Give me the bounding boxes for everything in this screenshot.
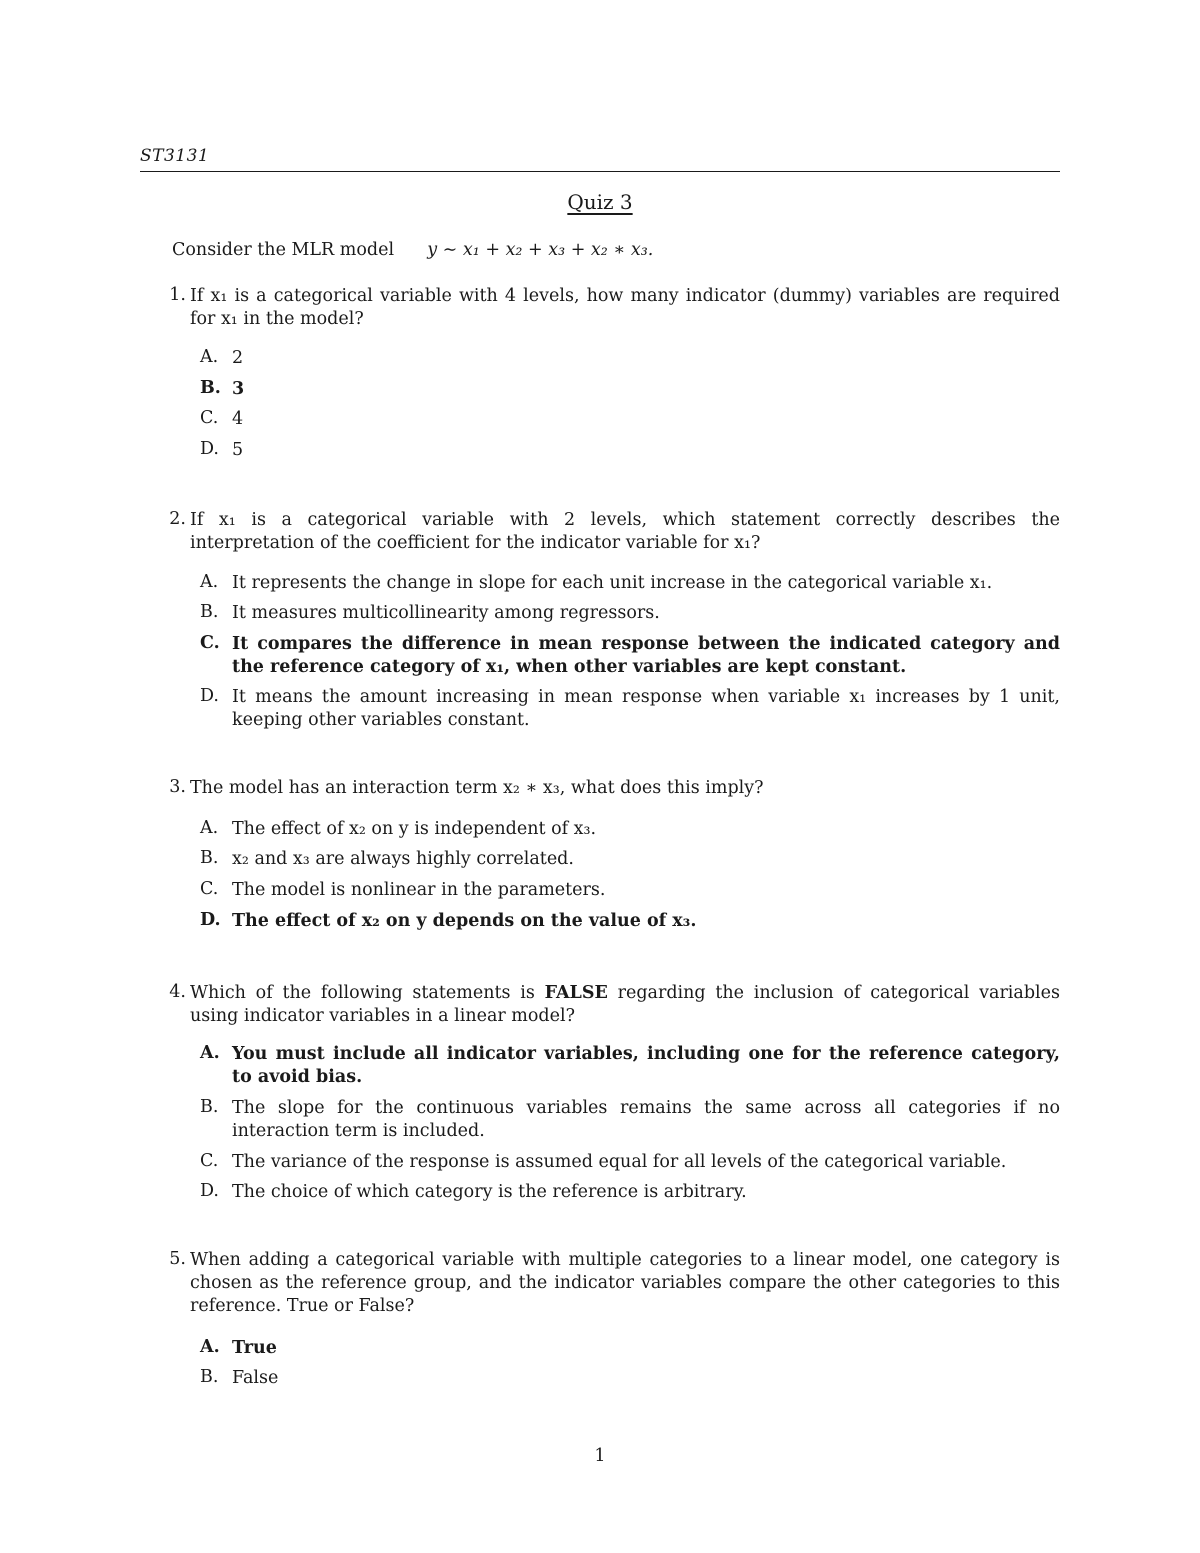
course-code: ST3131 [140,146,210,166]
q3-option-d: The effect of x₂ on y depends on the value of x₃. [232,911,697,931]
header-rule [140,171,1060,172]
q1-option-c: 4 [232,409,244,429]
question-4-text-before: Which of the following statements is [190,983,535,1003]
intro-text: Consider the MLR model [172,240,395,260]
q2-option-d-label: D. [200,686,219,706]
q5-option-a: True [232,1338,277,1358]
question-5-number: 5. [169,1249,186,1269]
q1-option-b-label: B. [200,378,221,398]
q3-option-c: The model is nonlinear in the parameters. [232,880,606,900]
q1-option-a: 2 [232,348,244,368]
q4-option-a: You must include all indicator variables, including one for the reference category, to avoid bias. [232,1044,1060,1087]
question-3-number: 3. [169,777,186,797]
q2-option-a: It represents the change in slope for each unit increase in the categorical variable x₁. [232,573,993,593]
question-4-text [190,982,1060,1028]
question-3-text: The model has an interaction term x₂ ∗ x₃, what does this imply? [190,778,764,798]
q2-option-b-label: B. [200,602,219,622]
q3-option-a-label: A. [200,818,219,838]
question-2-text: If x₁ is a categorical variable with 2 levels, which statement correctly describes the interpretation of the coefficient for the indicator variable for x₁? [190,510,1060,553]
q3-option-b-label: B. [200,848,219,868]
question-5-text: When adding a categorical variable with multiple categories to a linear model, one category is chosen as the reference group, and the indicator variables compare the other categories to this reference. True or False? [190,1250,1060,1316]
q1-option-a-label: A. [200,347,219,367]
q3-option-c-label: C. [200,879,219,899]
q5-option-a-label: A. [200,1337,220,1357]
q2-option-c-label: C. [200,633,220,653]
q4-option-b-label: B. [200,1097,219,1117]
quiz-title-text: Quiz 3 [567,190,633,214]
q3-option-d-label: D. [200,910,221,930]
question-2-number: 2. [169,509,186,529]
page-number: 1 [594,1446,606,1466]
q4-option-a-label: A. [200,1043,220,1063]
q3-option-a: The effect of x₂ on y is independent of x₃. [232,819,597,839]
question-4-emphasis: FALSE [544,983,608,1003]
q3-option-b: x₂ and x₃ are always highly correlated. [232,849,574,869]
q2-option-c: It compares the difference in mean response between the indicated category and the reference category of x₁, when other variables are kept constant. [232,634,1060,677]
q4-option-d-label: D. [200,1181,219,1201]
q2-option-d: It means the amount increasing in mean response when variable x₁ increases by 1 unit, keeping other variables constant. [232,687,1060,730]
q1-option-d: 5 [232,440,244,460]
q4-option-b: The slope for the continuous variables remains the same across all categories if no interaction term is included. [232,1098,1060,1141]
question-1-text: If x₁ is a categorical variable with 4 levels, how many indicator (dummy) variables are required for x₁ in the model? [190,286,1060,329]
q2-option-b: It measures multicollinearity among regressors. [232,603,660,623]
intro-line [172,240,653,260]
q4-option-c: The variance of the response is assumed equal for all levels of the categorical variable. [232,1152,1007,1172]
q5-option-b-label: B. [200,1367,219,1387]
question-4-number: 4. [169,982,186,1002]
q2-option-a-label: A. [200,572,219,592]
quiz-title [0,190,1200,214]
intro-formula: y ∼ x₁ + x₂ + x₃ + x₂ ∗ x₃. [427,240,654,260]
q4-option-c-label: C. [200,1151,219,1171]
question-4-text-after: regarding the inclusion of categorical variables using indicator variables in a linear model? [190,983,1060,1026]
q4-option-d: The choice of which category is the reference is arbitrary. [232,1182,747,1202]
question-1-number: 1. [169,285,186,305]
q1-option-b: 3 [232,379,245,399]
q5-option-b: False [232,1368,279,1388]
q1-option-c-label: C. [200,408,219,428]
q1-option-d-label: D. [200,439,219,459]
